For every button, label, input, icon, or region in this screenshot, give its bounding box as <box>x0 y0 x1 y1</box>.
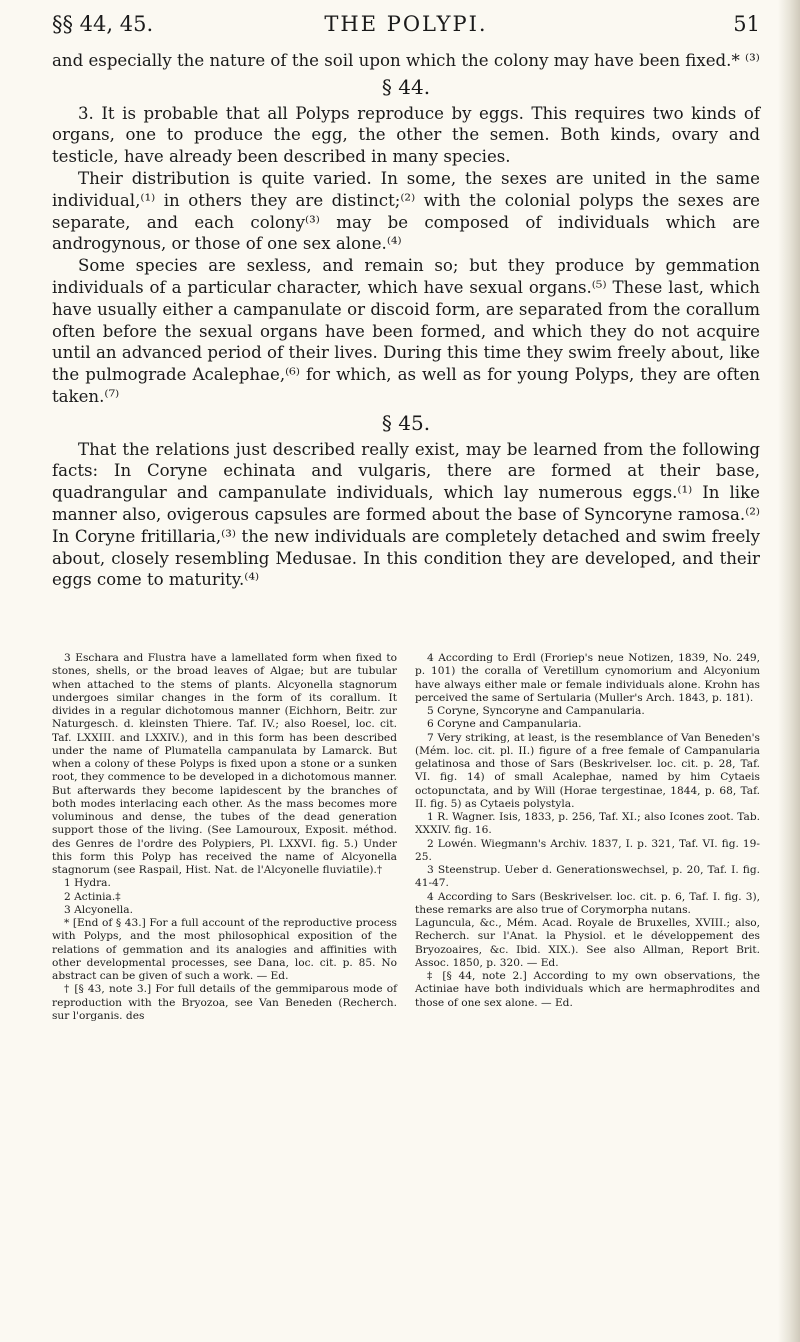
footnote: 6 Coryne and Campanularia. <box>427 718 582 731</box>
footnote: 2 Actinia.‡ <box>64 890 121 903</box>
running-header <box>52 8 760 42</box>
footnote: 3 Eschara and Flustra have a lamellated form when fixed to stones, shells, or the broad leaves of Algae; but are tubular when attached to the stems of plants. Alcyonella stagnorum undergoes similar changes in the form of its corallum. It divides in a regular dichotomous manner (Eichhorn, Beitr. zur Naturgesch. d. kleinsten Thiere. Taf. IV.; also Roesel, loc. cit. Taf. LXXIII. and LXXIV.), and in this form has been described under the name of Plumatella campanulata by Lamarck. But when a colony of these Polyps is fixed upon a stone or a sunken root, they commence to be developed in a dichotomous manner. But afterwards they become lapidescent by the branches of both modes interlacing each other. As the mass becomes more voluminous and dense, the tubes of the dead generation support those of the living. (See Lamouroux, Exposit. méthod. des Genres de l'ordre des Polypiers, Pl. LXXVI. fig. 5.) Under this form this Polyp has received the name of Alcyonella stagnorum (see Raspail, Hist. Nat. de l'Alcyonelle fluviatile).† <box>52 652 397 876</box>
paragraph: Their distribution is quite varied. In some, the sexes are united in the same individual,⁽¹⁾ in others they are distinct;⁽²⁾ with the colonial polyps the sexes are separate, and each colony⁽³⁾ may be composed of individuals which are androgynous, or those of one sex alone.⁽⁴⁾ <box>52 168 760 254</box>
paragraph: and especially the nature of the soil upon which the colony may have been fixed.* ⁽³⁾ <box>52 51 760 70</box>
paragraph: Some species are sexless, and remain so; but they produce by gemmation individuals of a particular character, which have sexual organs.⁽⁵⁾ These last, which have usually either a campanulate or discoid form, are separated from the corallum often before the sexual organs have been formed, and which they do not acquire until an advanced period of their lives. During this time they swim freely about, like the pulmograde Acalephae,⁽⁶⁾ for which, as well as for young Polyps, they are often taken.⁽⁷⁾ <box>52 256 760 406</box>
paragraph: 3. It is probable that all Polyps reproduce by eggs. This requires two kinds of organs, one to produce the egg, the other the semen. Both kinds, ovary and testicle, have already been described in many species. <box>52 103 760 167</box>
footnotes-right-column <box>415 652 760 1023</box>
footnotes-left-column <box>52 652 397 1023</box>
footnote: 4 According to Erdl (Froriep's neue Notizen, 1839, No. 249, p. 101) the coralla of Veretillum cynomorium and Alcyonium have always either male or female individuals alone. Krohn has perceived the same of Sertularia (Muller's Arch. 1843, p. 181). <box>415 652 760 704</box>
section-heading: § 45. <box>381 410 431 435</box>
footnote: 4 According to Sars (Beskrivelser. loc. cit. p. 6, Taf. I. fig. 3), these remarks are also true of Corymorpha nutans. <box>415 890 760 916</box>
footnote: 3 Steenstrup. Ueber d. Generationswechsel, p. 20, Taf. I. fig. 41-47. <box>415 864 760 890</box>
main-text <box>52 50 760 591</box>
footnote: 2 Lowén. Wiegmann's Archiv. 1837, I. p. 321, Taf. VI. fig. 19-25. <box>415 837 760 863</box>
page-number: 51 <box>733 12 760 36</box>
section-heading: § 44. <box>381 74 431 99</box>
footnote: 3 Alcyonella. <box>64 903 133 916</box>
footnote: 5 Coryne, Syncoryne and Campanularia. <box>427 705 645 717</box>
footnotes <box>52 652 760 1023</box>
footnote: † [§ 43, note 3.] For full details of the gemmiparous mode of reproduction with the Bryozoa, see Van Beneden (Recherch. sur l'organis. des <box>52 983 397 1022</box>
footnote: 1 Hydra. <box>64 877 111 890</box>
footnote: Laguncula, &c., Mém. Acad. Royale de Bruxelles, XVIII.; also, Recherch. sur l'Anat. la Physiol. et le développement des Bryozoaires, &c. Ibid. XIX.). See also Allman, Report Brit. Assoc. 1850, p. 320. — Ed. <box>415 917 760 969</box>
header-section-ref: §§ 44, 45. <box>52 12 154 36</box>
paragraph: That the relations just described really exist, may be learned from the following facts: In Coryne echinata and vulgaris, there are formed at their base, quadrangular and campanulate individuals, which lay numerous eggs.⁽¹⁾ In like manner also, ovigerous capsules are formed about the base of Syncoryne ramosa.⁽²⁾ In Coryne fritillaria,⁽³⁾ the new individuals are completely detached and swim freely about, closely resembling Medusae. In this condition they are developed, and their eggs come to maturity.⁽⁴⁾ <box>52 439 760 590</box>
footnote: ‡ [§ 44, note 2.] According to my own observations, the Actiniae have both individuals which are hermaphrodites and those of one sex alone. — Ed. <box>415 970 760 1009</box>
footnote: * [End of § 43.] For a full account of the reproductive process with Polyps, and the most philosophical exposition of the relations of gemmation and its analogies and affinities with other developmental processes, see Dana, loc. cit. p. 85. No abstract can be given of such a work. — Ed. <box>52 917 397 982</box>
header-title: THE POLYPI. <box>324 12 488 36</box>
page-edge-shadow <box>778 0 800 1342</box>
footnote: 1 R. Wagner. Isis, 1833, p. 256, Taf. XI.; also Icones zoot. Tab. XXXIV. fig. 16. <box>415 811 760 837</box>
footnote: 7 Very striking, at least, is the resemblance of Van Beneden's (Mém. loc. cit. pl. II.) figure of a free female of Campanularia gelatinosa and those of Sars (Beskrivelser. loc. cit. p. 28, Taf. VI. fig. 14) of small Acalephae, named by him Cytaeis octopunctata, and by Will (Horae tergestinae, 1844, p. 68, Taf. II. fig. 5) as Cytaeis polystyla. <box>415 731 760 810</box>
